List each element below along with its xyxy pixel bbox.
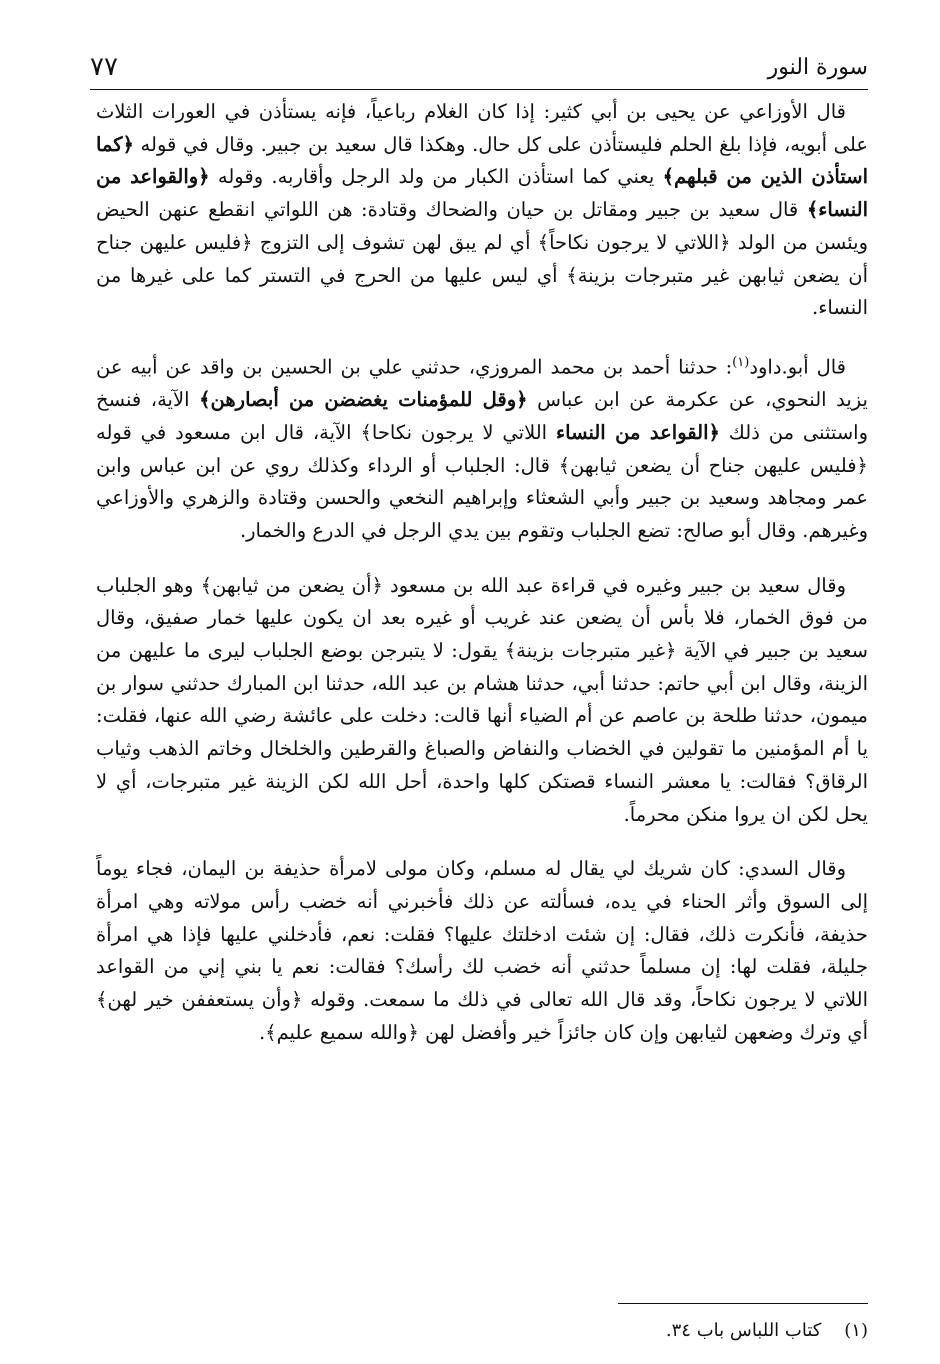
paragraph xyxy=(96,570,868,832)
header-rule xyxy=(90,89,868,90)
paragraph xyxy=(96,347,868,548)
footnote-text: كتاب اللباس باب ٣٤. xyxy=(665,1320,822,1341)
quran-verse: ﴿والقواعد من النساء﴾ xyxy=(96,165,868,222)
paragraph-text: الآية، فنسخ واستثنى من ذلك xyxy=(96,388,868,444)
paragraph-text: وقال سعيد بن جبير وغيره في قراءة عبد الله بن مسعود ﴿أن يضعن من ثيابهن﴾ وهو الجلباب من فوق الخمار، فلا بأس أن يضعن عند غريب أو غيره بعد ان يكون عليها خمار صفيق، وقال سعيد بن جبير في الآية ﴿غير متبرجات بزينة﴾ يقول: لا يتبرجن بوضع الجلباب ليرى ما عليهن من الزينة، وقال ابن أبي حاتم: حدثنا أبي، حدثنا هشام بن عبد الله، حدثنا ابن المبارك حدثني سوار بن ميمون، حدثنا طلحة بن عاصم عن أم الضياء أنها قالت: دخلت على عائشة رضي الله عنها، فقلت: يا أم المؤمنين ما تقولين في الخضاب والنفاض والصباغ والقرطين والخلخال وخاتم الذهب وثياب الرقاق؟ فقالت: يا معشر النساء قصتكن كلها واحدة، أحل الله لكن الزينة غير متبرجات، أي لا يحل لكن ان يروا منكن محرماً. xyxy=(96,573,868,826)
paragraph-text: : حدثنا أحمد بن محمد المروزي، حدثني علي بن الحسين بن واقد عن أبيه عن يزيد النحوي، عن عكرمة عن ابن عباس xyxy=(96,355,868,412)
paragraph-text: قال الأوزاعي عن يحيى بن أبي كثير: إذا كان الغلام رباعياً، فإنه يستأذن في العورات الثلاث على أبويه، فإذا بلغ الحلم فليستأذن على كل حال. وهكذا قال سعيد بن جبير. وقال في قوله xyxy=(96,100,868,156)
footnote-rule xyxy=(618,1303,868,1304)
paragraph-text: قال سعيد بن جبير ومقاتل بن حيان والضحاك وقتادة: هن اللواتي انقطع عنهن الحيض ويئسن من الولد ﴿اللاتي لا يرجون نكاحاً﴾ أي لم يبق لهن تشوف إلى التزوج ﴿فليس عليهن جناح أن يضعن ثيابهن غير متبرجات بزينة﴾ أي ليس عليها من الحرج في التستر كما على غيرها من النساء. xyxy=(96,198,868,320)
footnote-ref: (١) xyxy=(732,354,750,370)
paragraph xyxy=(96,853,868,1049)
quran-verse: ﴿القواعد من النساء xyxy=(555,420,720,444)
paragraph xyxy=(96,96,868,325)
paragraph-text: وقال السدي: كان شريك لي يقال له مسلم، وكان مولى لامرأة حذيفة بن اليمان، فجاء يوماً إلى السوق وأثر الحناء في يده، فسألته عن ذلك فأخبرني أنه خضب رأس مولاته وهي امرأة حذيفة، فأنكرت ذلك، فقال: إن شئت ادخلتك عليها؟ فقلت: نعم، فأدخلني عليها فإذا هي امرأة جليلة، فقلت لها: إن مسلماً حدثني أنه خضب لك رأسك؟ فقالت: نعم يا بني إني من القواعد اللاتي لا يرجون نكاحاً، وقد قال الله تعالى في ذلك ما سمعت. وقوله ﴿وأن يستعففن خير لهن﴾ أي وترك وضعهن لثيابهن وإن كان جائزاً خير وأفضل لهن ﴿والله سميع عليم﴾. xyxy=(96,857,868,1044)
footnote xyxy=(96,1318,868,1344)
quran-verse: ﴿كما استأذن الذين من قبلهم﴾ xyxy=(96,132,868,189)
paragraph-text: قال أبو.داود xyxy=(749,355,847,379)
page-body xyxy=(96,96,868,1071)
surah-title: سورة النور xyxy=(767,54,868,80)
paragraph-text: يعني كما استأذن الكبار من ولد الرجل وأقاربه. وقوله xyxy=(209,165,663,189)
footnote-marker: (١) xyxy=(844,1320,868,1341)
quran-verse: ﴿وقل للمؤمنات يغضضن من أبصارهن﴾ xyxy=(199,388,528,412)
page-number: ٧٧ xyxy=(90,52,118,82)
page-header xyxy=(90,42,868,92)
paragraph-text: اللاتي لا يرجون نكاحا﴾ الآية، قال ابن مسعود في قوله ﴿فليس عليهن جناح أن يضعن ثيابهن﴾ قال: الجلباب أو الرداء وكذلك روي عن ابن عباس وابن عمر ومجاهد وسعيد بن جبير وأبي الشعثاء وإبراهيم النخعي والحسن وقتادة والزهري والأوزاعي وغيرهم. وقال أبو صالح: تضع الجلباب وتقوم بين يدي الرجل في الدرع والخمار. xyxy=(96,420,868,542)
